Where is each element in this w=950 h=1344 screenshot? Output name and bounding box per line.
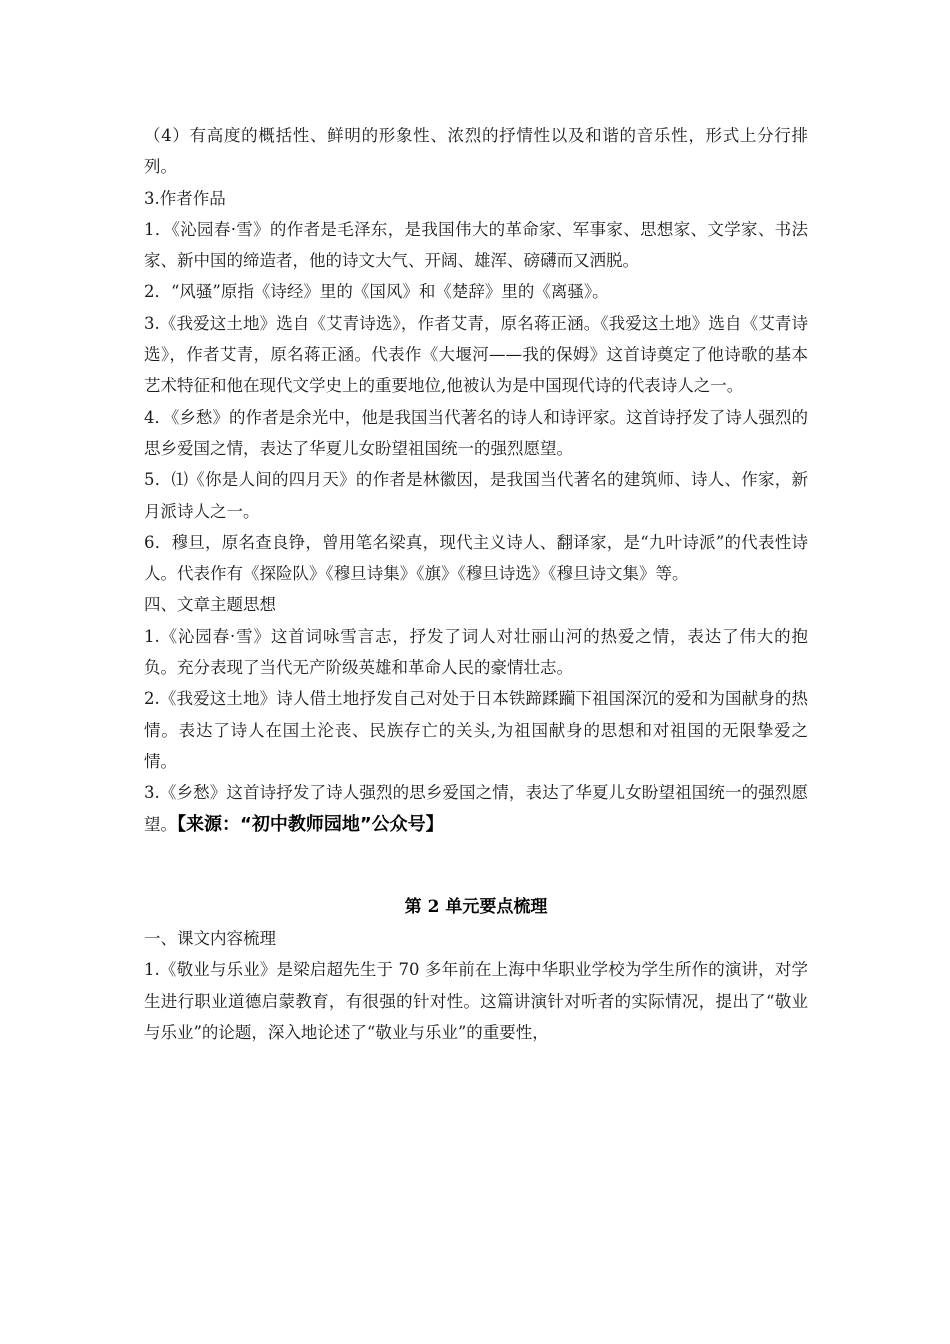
paragraph-theme-3-text: 3.《乡愁》这首诗抒发了诗人强烈的思乡爱国之情，表达了华夏儿女盼望祖国统一的强烈愿望。 — [144, 783, 808, 834]
unit-title: 第 2 单元要点梳理 — [404, 896, 548, 917]
paragraph-author-4: 4．《乡愁》的作者是余光中，他是我国当代著名的诗人和诗评家。这首诗抒发了诗人强烈的思乡爱国之情，表达了华夏儿女盼望祖国统一的强烈愿望。 — [144, 407, 808, 458]
paragraph-theme-2: 2.《我爱这土地》诗人借土地抒发自己对处于日本铁蹄蹂躏下祖国深沉的爱和为国献身的热情。表达了诗人在国土沦丧、民族存亡的关头,为祖国献身的思想和对祖国的无限挚爱之情。 — [144, 689, 808, 771]
paragraph-author-1: 1．《沁园春·雪》的作者是毛泽东，是我国伟大的革命家、军事家、思想家、文学家、书法家、新中国的缔造者，他的诗文大气、开阔、雄浑、磅礴而又洒脱。 — [144, 219, 808, 271]
paragraph-author-6: 6．穆旦，原名查良铮，曾用笔名梁真，现代主义诗人、翻译家，是“九叶诗派”的代表性诗人。代表作有《探险队》《穆旦诗集》《旗》《穆旦诗选》《穆旦诗文集》等。 — [144, 532, 808, 584]
paragraph-author-5: 5．⑴《你是人间的四月天》的作者是林徽因，是我国当代著名的建筑师、诗人、作家，新月派诗人之一。 — [144, 470, 808, 521]
paragraph-theme-3 — [144, 777, 808, 840]
section-gap — [144, 840, 808, 892]
paragraph-unit-1: 1.《敬业与乐业》是梁启超先生于 70 多年前在上海中华职业学校为学生所作的演讲，对学生进行职业道德启蒙教育，有很强的针对性。这篇讲演针对听者的实际情况，提出了“敬业与乐业”的论题，深入地论述了“敬业与乐业”的重要性， — [144, 960, 808, 1043]
paragraph-author-3: 3.《我爱这土地》选自《艾青诗选》，作者艾青，原名蒋正涵。《我爱这土地》选自《艾青诗选》，作者艾青，原名蒋正涵。代表作《大堰河——我的保姆》这首诗奠定了他诗歌的基本艺术特征和他在现代文学史上的重要地位,他被认为是中国现代诗的代表诗人之一。 — [144, 313, 808, 396]
paragraph-author-2: 2．“风骚”原指《诗经》里的《国风》和《楚辞》里的《离骚》。 — [144, 282, 609, 302]
source-note: 【来源：“初中教师园地”公众号】 — [177, 813, 444, 835]
paragraph-characteristics-4: （4）有高度的概括性、鲜明的形象性、浓烈的抒情性以及和谐的音乐性，形式上分行排列。 — [144, 126, 808, 177]
section-heading-text-review: 一、课文内容梳理 — [144, 929, 276, 949]
heading-theme: 四、文章主题思想 — [144, 595, 276, 615]
heading-author-works: 3.作者作品 — [144, 188, 226, 208]
paragraph-theme-1: 1.《沁园春·雪》这首词咏雪言志，抒发了词人对壮丽山河的热爱之情，表达了伟大的抱负。充分表现了当代无产阶级英雄和革命人民的豪情壮志。 — [144, 626, 808, 678]
document-body — [144, 120, 808, 1048]
